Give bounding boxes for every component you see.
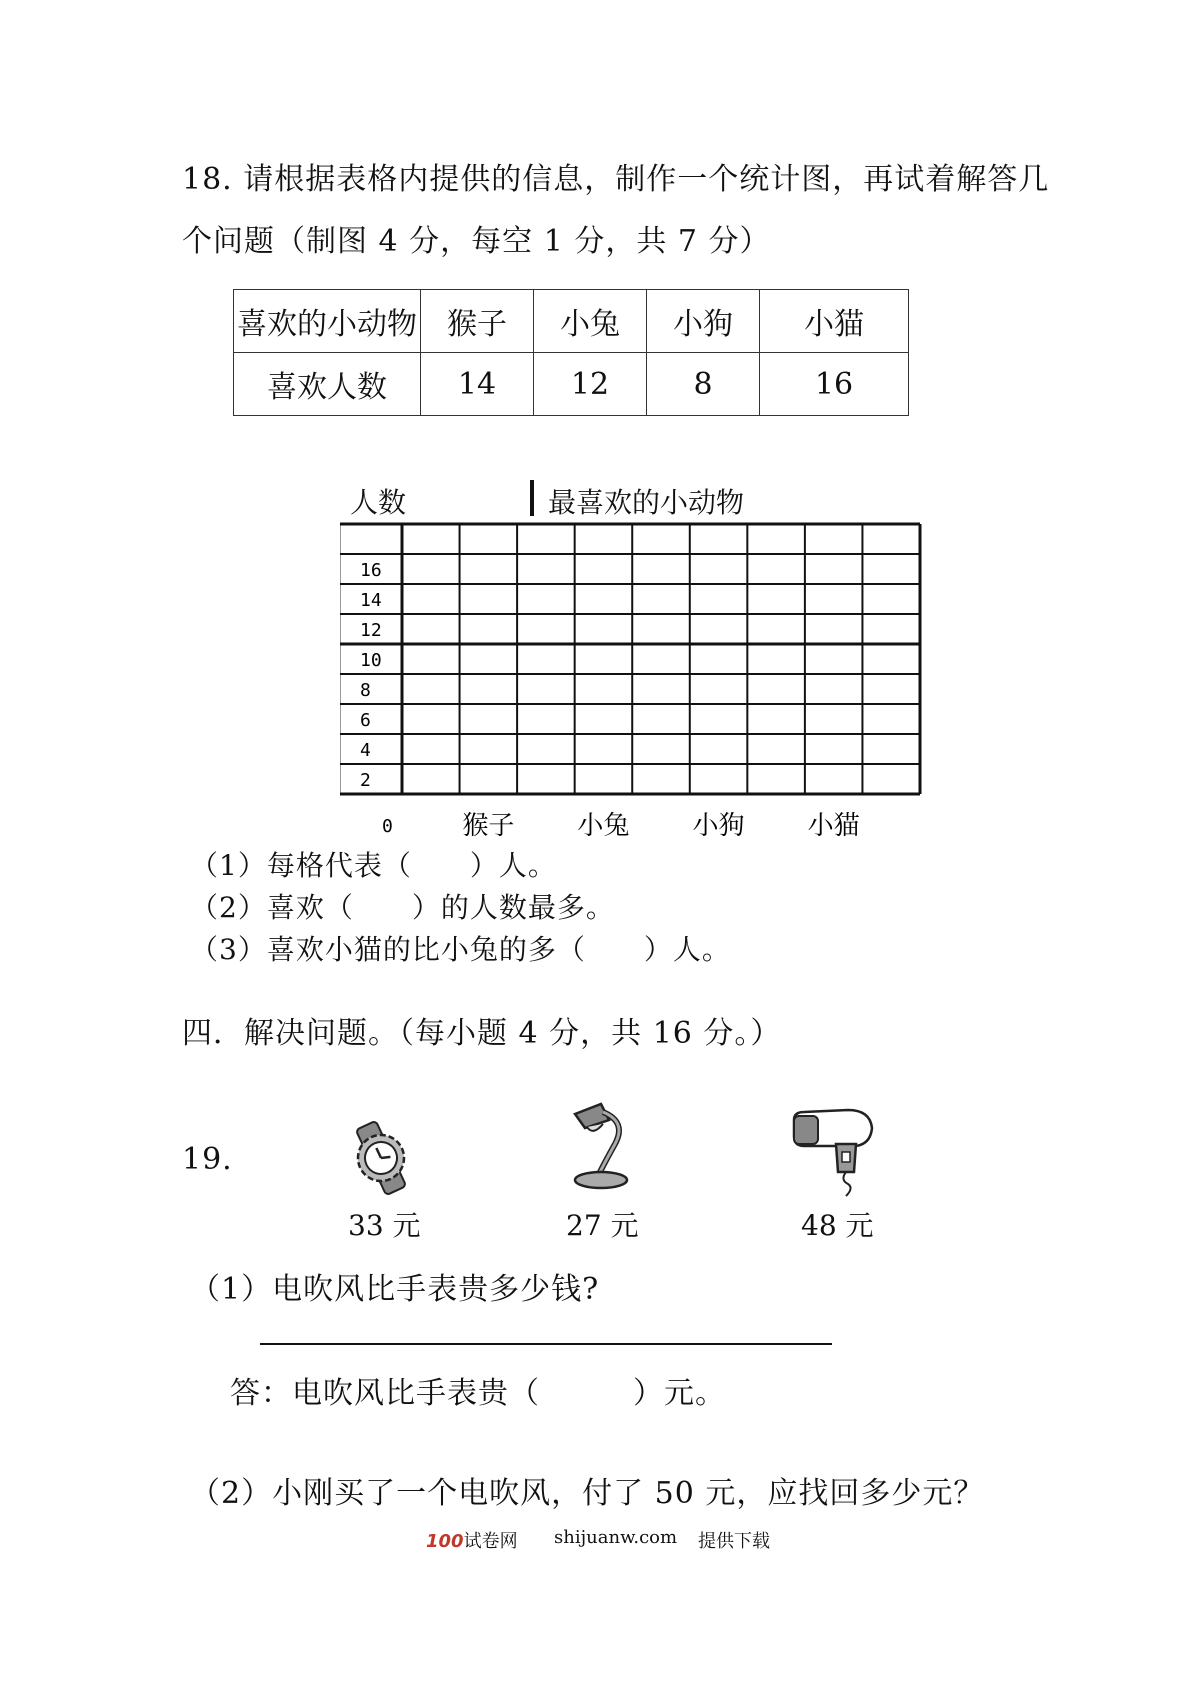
watch-price: 33 元 [348,1209,421,1242]
table-cell: 12 [534,353,647,416]
table-row [234,353,909,416]
q18-line2: 个问题（制图 4 分，每空 1 分，共 7 分） [182,224,771,259]
table-cell: 小兔 [534,290,647,353]
chart-title: 最喜欢的小动物 [548,486,745,519]
dryer-price: 48 元 [801,1209,874,1242]
zero-label: 0 [382,816,393,836]
footer-site-name: 试卷网 [463,1531,518,1552]
x-category-label: 小狗 [692,811,745,836]
chart-ylabel: 人数 [350,486,407,519]
q19-sub1: （1）电吹风比手表贵多少钱? [190,1272,600,1307]
y-tick-label: 8 [360,680,371,701]
section-4-heading: 四．解决问题。（每小题 4 分，共 16 分。） [182,1016,782,1051]
y-tick-label: 10 [360,650,382,671]
y-tick-label: 14 [360,590,382,611]
q19-number: 19. [182,1142,233,1177]
table-cell: 16 [760,353,909,416]
x-category-label: 小兔 [577,811,630,836]
footer-logo: 100 [426,1531,464,1552]
watch-icon [343,1120,419,1196]
footer-brand [426,1527,518,1553]
table-cell: 小猫 [760,290,909,353]
table-cell: 喜欢的小动物 [234,290,421,353]
answer-line[interactable] [260,1343,832,1345]
footer-note: 提供下载 [698,1531,770,1552]
y-tick-label: 16 [360,560,382,581]
y-tick-label: 4 [360,740,371,761]
table-cell: 小狗 [647,290,760,353]
q19-answer1: 答：电吹风比手表贵（ ）元。 [230,1376,726,1411]
q18-sub3: （3）喜欢小猫的比小兔的多（ ）人。 [190,933,731,966]
chart-grid [340,516,940,836]
y-tick-label: 6 [360,710,371,731]
desk-lamp-icon [567,1100,637,1190]
q18-line1: 18. 请根据表格内提供的信息，制作一个统计图，再试着解答几 [182,162,1050,197]
q19-sub2: （2）小刚买了一个电吹风，付了 50 元，应找回多少元？ [190,1476,985,1511]
table-cell: 喜欢人数 [234,353,421,416]
hair-dryer-icon [790,1106,878,1198]
x-category-label: 猴子 [462,811,515,836]
y-tick-label: 12 [360,620,382,641]
footer-domain[interactable]: shijuanw.com [554,1527,678,1548]
title-divider [530,480,534,516]
lamp-price: 27 元 [566,1209,639,1242]
table-cell: 猴子 [421,290,534,353]
info-table [233,289,909,416]
table-cell: 8 [647,353,760,416]
y-tick-label: 2 [360,770,371,791]
q18-sub1: （1）每格代表（ ）人。 [190,849,557,882]
table-header-row [234,290,909,353]
q18-sub2: （2）喜欢（ ）的人数最多。 [190,891,615,924]
x-category-label: 小猫 [807,811,860,836]
table-cell: 14 [421,353,534,416]
